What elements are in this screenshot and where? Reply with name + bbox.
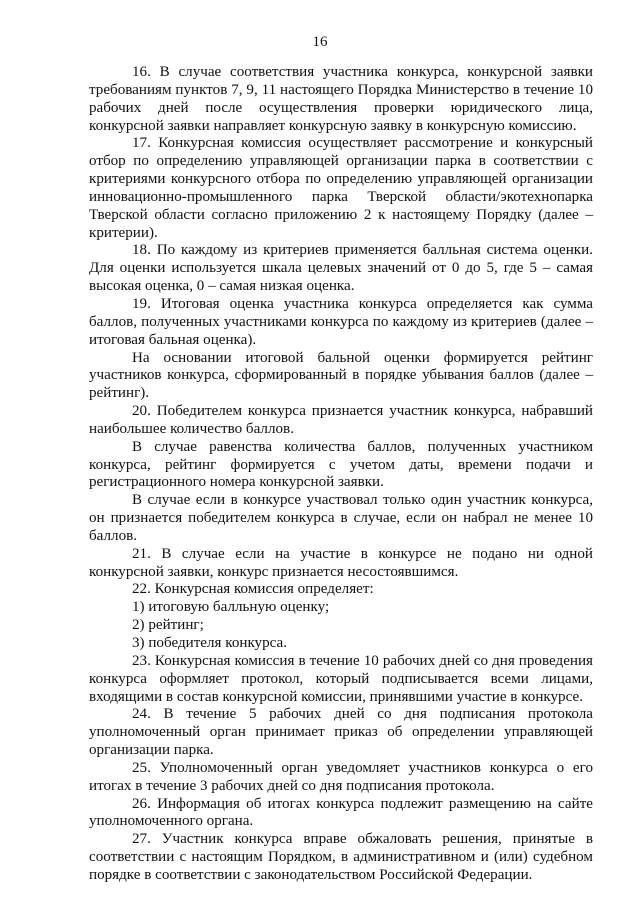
paragraph-20-tie: В случае равенства количества баллов, полученных участником конкурса, рейтинг формируется с учетом даты, времени подачи и регистрационного номера конкурсной заявки. [89,438,593,491]
paragraph-20-single: В случае если в конкурсе участвовал только один участник конкурса, он признается победителем конкурса в случае, если он набрал не менее 10 баллов. [89,492,593,544]
paragraph-26: 26. Информация об итогах конкурса подлежит размещению на сайте уполномоченного органа. [89,795,593,830]
paragraph-22: 22. Конкурсная комиссия определяет: [132,581,374,598]
list-item-1: 1) итоговую балльную оценку; [132,599,330,616]
paragraph-27: 27. Участник конкурса вправе обжаловать решения, принятые в соответствии с настоящим Порядком, в административном и (или) судебном порядке в соответствии с законодательством Российской Федерации. [89,831,593,883]
paragraph-24: 24. В течение 5 рабочих дней со дня подписания протокола уполномоченный орган принимает приказ об определении управляющей организации парка. [89,706,593,759]
document-body [89,64,593,885]
paragraph-20: 20. Победителем конкурса признается участник конкурса, набравший наибольшее количество баллов. [89,403,593,437]
paragraph-17: 17. Конкурсная комиссия осуществляет рассмотрение и конкурсный отбор по определению управляющей организации парка в соответствии с критериями конкурсного отбора по определению управляющей организации инновационно-промышленного парка Тверской области/экотехнопарка Тверской области согласно приложению 2 к настоящему Порядку (далее – критерии). [89,135,593,241]
paragraph-18: 18. По каждому из критериев применяется балльная система оценки. Для оценки используется шкала целевых значений от 0 до 5, где 5 – самая высокая оценка, 0 – самая низкая оценка. [89,242,593,295]
list-item-3: 3) победителя конкурса. [132,635,288,651]
paragraph-16: 16. В случае соответствия участника конкурса, конкурсной заявки требованиям пунктов 7, 9, 11 настоящего Порядка Министерство в течение 10 рабочих дней после осуществления проверки юридического лица, конкурсной заявки направляет конкурсную заявку в конкурсную комиссию. [89,64,593,134]
paragraph-19-rating: На основании итоговой бальной оценки формируется рейтинг участников конкурса, сформированный в порядке убывания баллов (далее – рейтинг). [89,349,593,402]
paragraph-21: 21. В случае если на участие в конкурсе не подано ни одной конкурсной заявки, конкурс признается несостоявшимся. [89,545,593,580]
paragraph-23: 23. Конкурсная комиссия в течение 10 рабочих дней со дня проведения конкурса оформляет протокол, который подписывается всеми лицами, входящими в состав конкурсной комиссии, принявшими участие в конкурсе. [89,652,593,705]
list-item-2: 2) рейтинг; [132,617,204,634]
page-number: 16 [312,34,328,50]
paragraph-19: 19. Итоговая оценка участника конкурса определяется как сумма баллов, полученных участниками конкурса по каждому из критериев (далее – итоговая бальная оценка). [89,295,593,348]
paragraph-25: 25. Уполномоченный орган уведомляет участников конкурса о его итогах в течение 3 рабочих дней со дня подписания протокола. [89,759,593,794]
